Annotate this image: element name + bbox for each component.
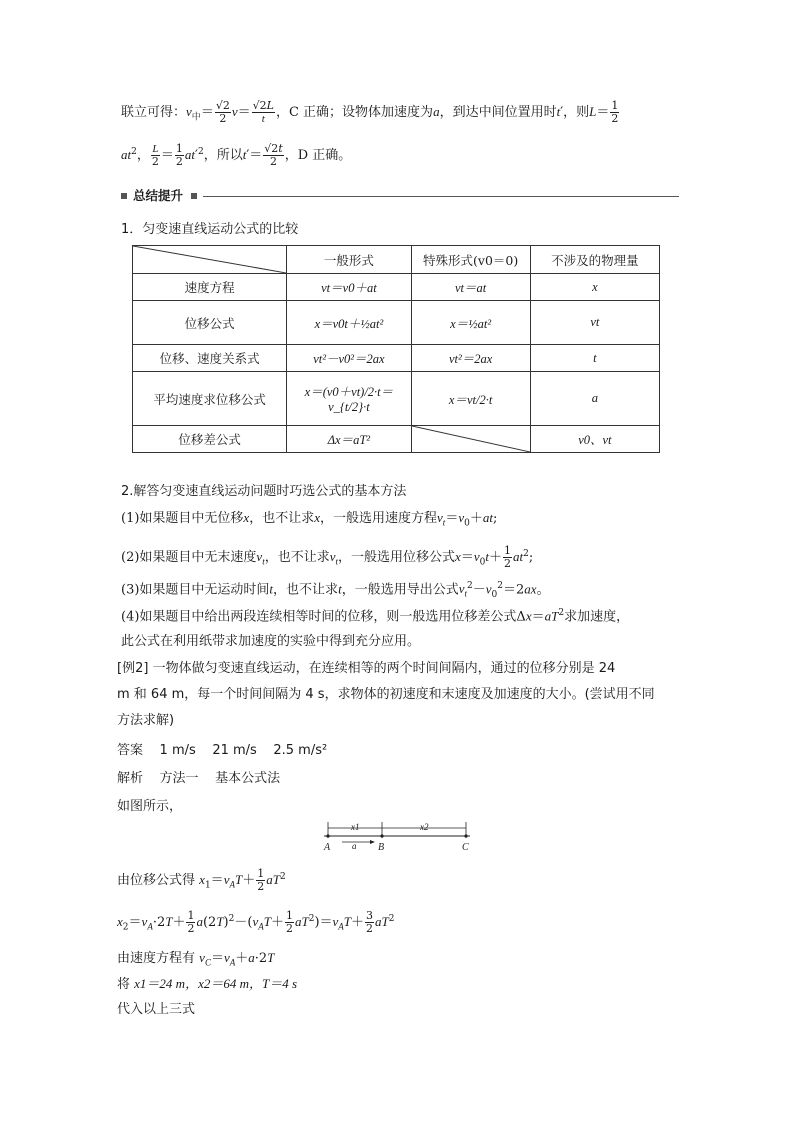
row-name: 位移公式 — [133, 301, 287, 345]
row-name: 速度方程 — [133, 274, 287, 301]
row-special: vt²＝2ax — [411, 345, 530, 372]
table-corner — [133, 246, 287, 274]
answer-line: 答案 1 m/s 21 m/s 2.5 m/s² — [117, 743, 328, 758]
table-row — [133, 426, 660, 453]
summary-title: 总结提升 — [133, 188, 184, 203]
row-special: x＝½at² — [411, 301, 530, 345]
row-special: vt＝at — [411, 274, 530, 301]
step-4: 将 x1＝24 m，x2＝64 m，T＝4 s — [117, 976, 298, 992]
intro-line-1: 联立可得：$v_中=$ $\frac{√2}{2}$ v＝ $\frac{√2L}{t}$ ，C 正确；设物体加速度为a，到达中间位置用时t′，则L＝ $\frac{1}{2}$ — [121, 99, 619, 126]
row-general: x＝(v0＋vt)/2·t＝v_{t/2}·t — [287, 372, 411, 426]
table-row — [133, 345, 660, 372]
row-general: vt＝v0＋at — [287, 274, 411, 301]
table-row — [133, 301, 660, 345]
label-x2: x2 — [420, 822, 429, 832]
summary-header — [121, 190, 679, 204]
analysis-line: 解析 方法一 基本公式法 — [117, 771, 281, 786]
row-missing: a — [530, 372, 659, 426]
col-general: 一般形式 — [287, 246, 411, 274]
formula-table — [132, 245, 660, 453]
table-row — [133, 372, 660, 426]
example-line-2: m 和 64 m，每一个时间间隔为 4 s，求物体的初速度和末速度及加速度的大小。(尝试用不同 — [117, 687, 655, 702]
row-missing: vt — [530, 301, 659, 345]
step-2: $x_2=v_A\cdot 2T+$ $\frac{1}{2}$ $a(2T)^2-(v_AT+$ $\frac{1}{2}$ $aT^2)=v_AT+$ $\frac{3}{2}$ $aT^2$ — [117, 909, 395, 936]
row-special: x＝vt/2·t — [411, 372, 530, 426]
row-name: 位移、速度关系式 — [133, 345, 287, 372]
method-item-2: (2)如果题目中无末速度$v_t$，也不让求$v_t$，一般选用位移公式$x=v_0t+$ $\frac{1}{2}$ $at^2$; — [121, 544, 534, 571]
section2-heading: 2.解答匀变速直线运动问题时巧选公式的基本方法 — [121, 484, 407, 499]
point-A: A — [324, 842, 331, 852]
intro-line-2: $at^2$， $\frac{L}{2}$ ＝ $\frac{1}{2}$ $at'^2$，所以t′＝ $\frac{√2t}{2}$ ，D 正确。 — [121, 142, 352, 169]
row-missing: t — [530, 345, 659, 372]
method-item-4: (4)如果题目中给出两段连续相等时间的位移，则一般选用位移差公式$\Delta x=aT^2$求加速度， — [121, 608, 630, 625]
example-line-1: [例2] 一物体做匀变速直线运动，在连续相等的两个时间间隔内，通过的位移分别是 24 — [117, 661, 616, 676]
example-line-3: 方法求解) — [117, 713, 175, 728]
method-item-1: (1)如果题目中无位移x，也不让求x，一般选用速度方程$v_t=v_0+at$; — [121, 510, 498, 529]
col-special: 特殊形式(v0＝0) — [411, 246, 530, 274]
point-B: B — [378, 842, 385, 852]
motion-figure — [320, 820, 480, 852]
step-1: 由位移公式得 $x_1=v_AT+$ $\frac{1}{2}$ $aT^2$ — [117, 867, 286, 894]
step-3: 由速度方程有 $v_C=v_A+a\cdot 2T$ — [117, 950, 275, 968]
step-5: 代入以上三式 — [117, 1002, 196, 1017]
row-general: x＝v0t＋½at² — [287, 301, 411, 345]
method-item-4-line2: 此公式在利用纸带求加速度的实验中得到充分应用。 — [121, 634, 421, 649]
label-x1: x1 — [351, 822, 360, 832]
table-header-row — [133, 246, 660, 274]
row-name: 平均速度求位移公式 — [133, 372, 287, 426]
row-special-empty — [411, 426, 530, 453]
row-general: Δx＝aT² — [287, 426, 411, 453]
example-tag: [例2] — [117, 661, 149, 676]
method-item-3: (3)如果题目中无运动时间t，也不让求t，一般选用导出公式$v_t^2-v_0^2=2ax$。 — [121, 581, 550, 600]
row-name: 位移差公式 — [133, 426, 287, 453]
table-row — [133, 274, 660, 301]
col-missing: 不涉及的物理量 — [530, 246, 659, 274]
row-missing: v0、vt — [530, 426, 659, 453]
row-missing: x — [530, 274, 659, 301]
section1-heading: 1．匀变速直线运动公式的比较 — [121, 222, 299, 237]
point-C: C — [462, 842, 469, 852]
label-a: a — [352, 841, 357, 851]
figure-caption: 如图所示， — [117, 799, 183, 814]
row-general: vt²－v0²＝2ax — [287, 345, 411, 372]
